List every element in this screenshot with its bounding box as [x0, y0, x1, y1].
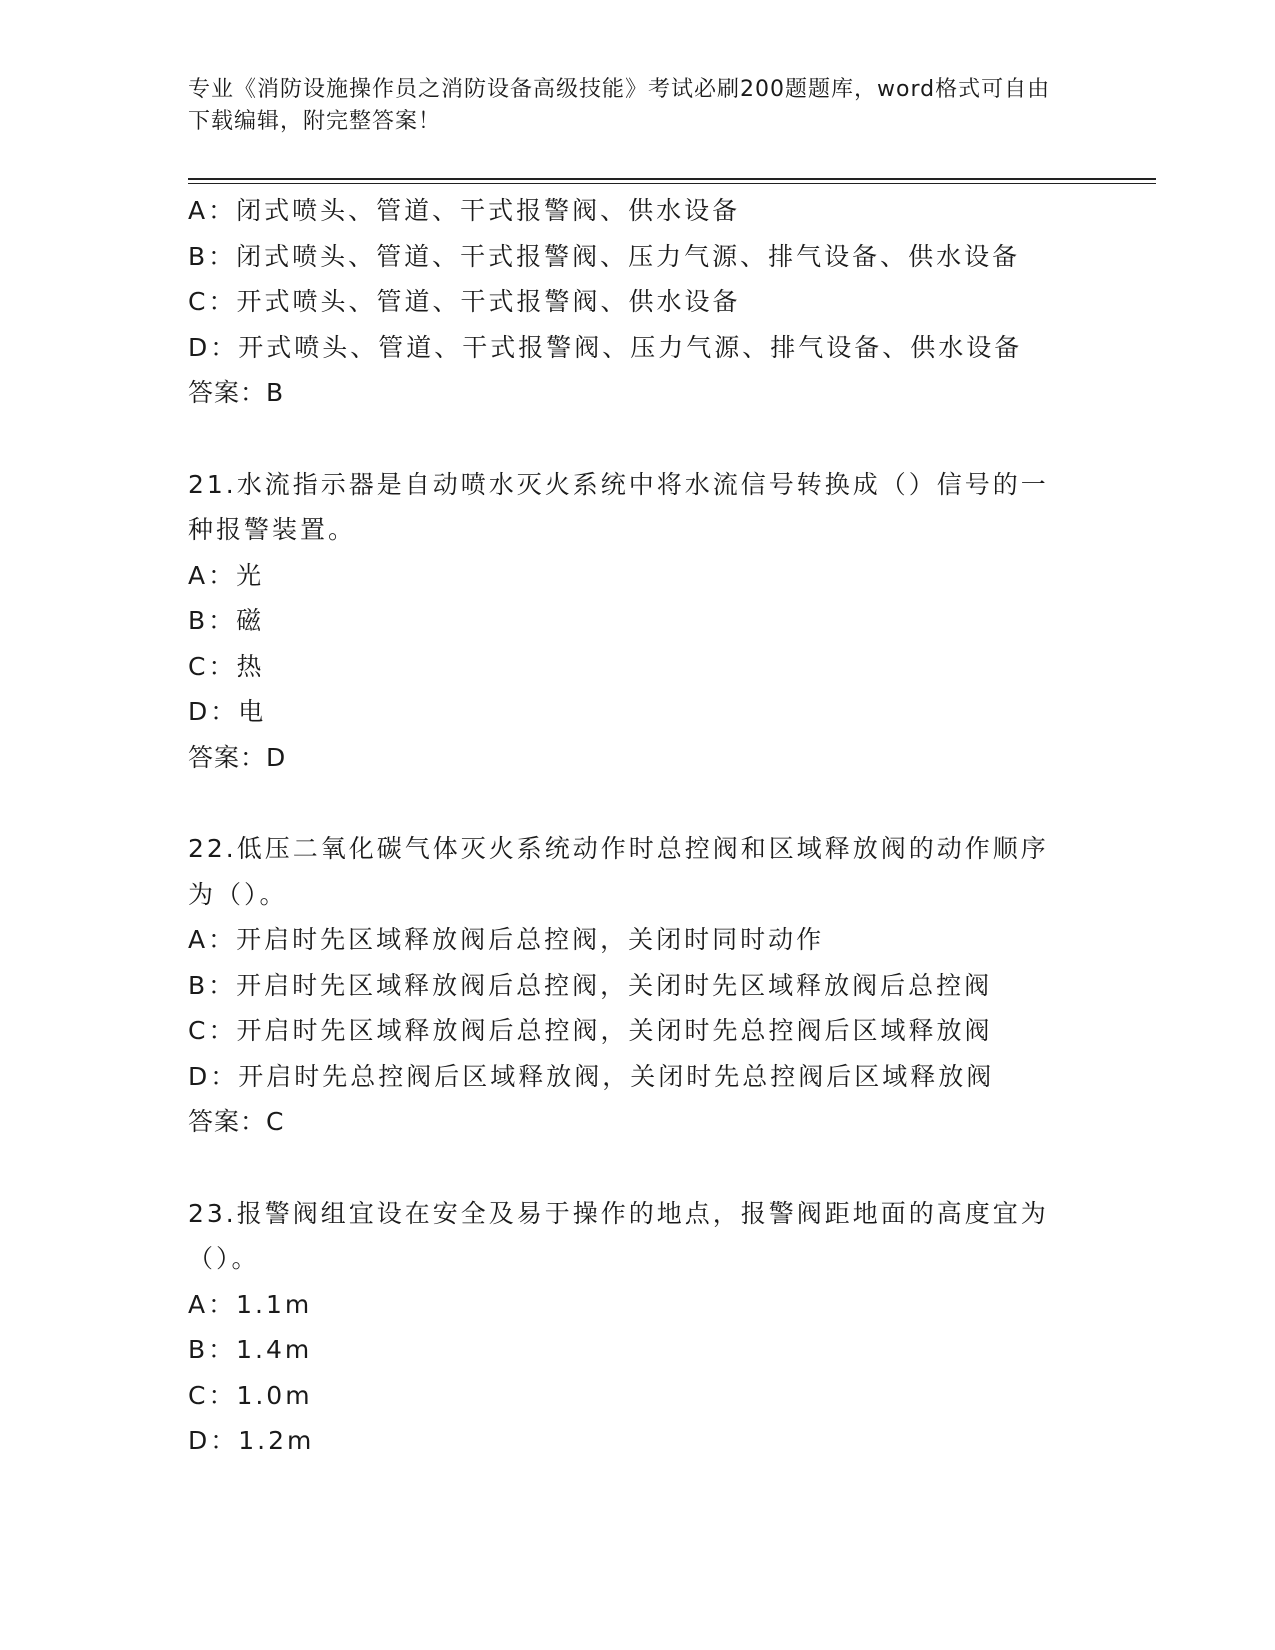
question-20: [188, 188, 1088, 416]
question-23: [188, 1191, 1088, 1464]
question-21: [188, 462, 1088, 781]
question-22: [188, 826, 1088, 1145]
question-stem-continued: 种报警装置。: [188, 515, 357, 544]
option-a: A：开启时先区域释放阀后总控阀，关闭时同时动作: [188, 925, 825, 954]
header-divider-thin: [188, 183, 1156, 184]
header-text: 专业《消防设施操作员之消防设备高级技能》考试必刷200题题库，word格式可自由下载编辑，附完整答案！: [188, 77, 1051, 134]
option-b: B：开启时先区域释放阀后总控阀，关闭时先区域释放阀后总控阀: [188, 970, 993, 1000]
option-a: A：闭式喷头、管道、干式报警阀、供水设备: [188, 196, 741, 225]
header-divider-thick: [188, 178, 1156, 180]
option-d: D：开式喷头、管道、干式报警阀、压力气源、排气设备、供水设备: [188, 332, 1023, 362]
option-a: A：1.1m: [188, 1289, 313, 1319]
answer: 答案：C: [188, 1107, 285, 1136]
option-c: C：1.0m: [188, 1380, 313, 1410]
answer: 答案：D: [188, 742, 287, 772]
question-stem: 21.水流指示器是自动喷水灭火系统中将水流信号转换成（）信号的一: [188, 469, 1049, 499]
option-d: D：开启时先总控阀后区域释放阀，关闭时先总控阀后区域释放阀: [188, 1061, 995, 1091]
option-a: A：光: [188, 560, 265, 590]
option-c: C：开式喷头、管道、干式报警阀、供水设备: [188, 287, 741, 316]
option-d: D：1.2m: [188, 1426, 315, 1455]
question-stem-continued: 为（）。: [188, 879, 288, 909]
option-d: D：电: [188, 697, 267, 726]
question-stem-continued: （）。: [188, 1244, 260, 1273]
document-header: [188, 74, 1068, 138]
question-stem: 22.低压二氧化碳气体灭火系统动作时总控阀和区域释放阀的动作顺序: [188, 834, 1049, 863]
option-b: B：闭式喷头、管道、干式报警阀、压力气源、排气设备、供水设备: [188, 241, 1021, 271]
question-stem: 23.报警阀组宜设在安全及易于操作的地点，报警阀距地面的高度宜为: [188, 1198, 1049, 1228]
option-c: C：热: [188, 651, 265, 681]
option-b: B：磁: [188, 606, 265, 635]
option-b: B：1.4m: [188, 1335, 313, 1364]
question-content: [188, 188, 1088, 1464]
answer: 答案：B: [188, 378, 285, 407]
option-c: C：开启时先区域释放阀后总控阀，关闭时先总控阀后区域释放阀: [188, 1016, 993, 1045]
